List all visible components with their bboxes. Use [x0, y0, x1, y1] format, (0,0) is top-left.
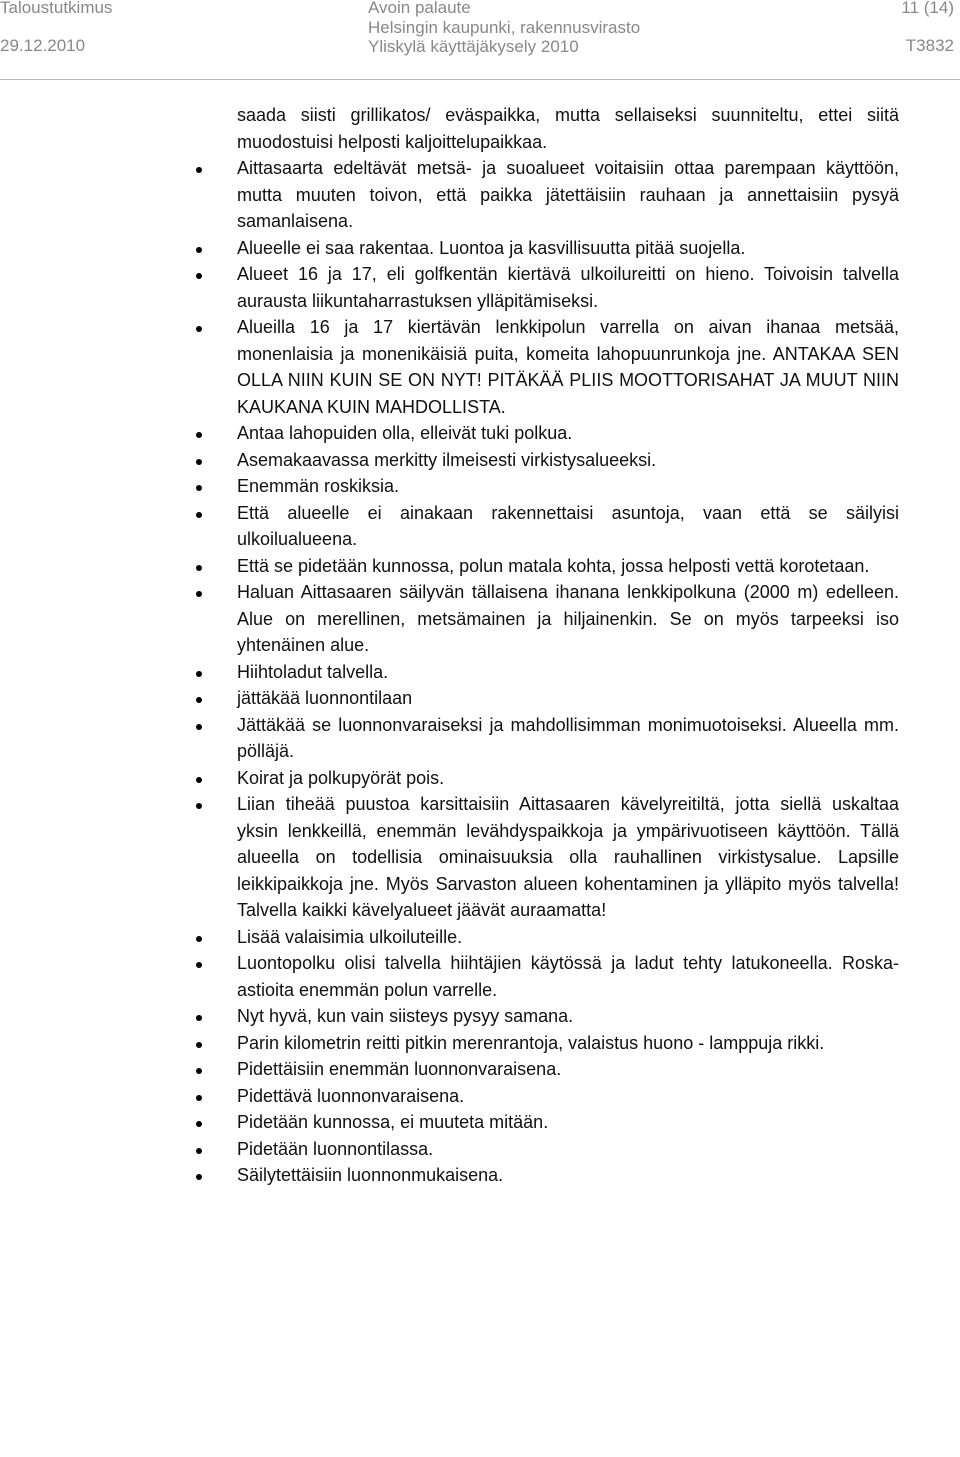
bullet-icon — [196, 591, 202, 597]
list-item-text: Asemakaavassa merkitty ilmeisesti virkistysalueeksi. — [237, 449, 657, 470]
bullet-icon — [196, 1174, 202, 1180]
list-item — [237, 553, 899, 580]
list-item-text: Alueet 16 ja 17, eli golfkentän kiertävä ulkoilureitti on hieno. Toivoisin talvella aurausta liikuntaharrastuksen ylläpitämiseksi. — [237, 264, 899, 311]
survey-name: Yliskylä käyttäjäkysely 2010 — [368, 37, 579, 56]
list-item — [237, 950, 899, 1003]
bullet-icon — [196, 936, 202, 942]
list-item — [237, 765, 899, 792]
list-item-text: Aittasaarta edeltävät metsä- ja suoalueet voitaisiin ottaa parempaan käyttöön, mutta muuten toivon, että paikka jätettäisiin rauhaan ja annettaisiin pysyä samanlaisena. — [237, 158, 899, 231]
bullet-icon — [196, 803, 202, 809]
bullet-icon — [196, 1042, 202, 1048]
list-item — [237, 1003, 899, 1030]
list-item — [237, 712, 899, 765]
section-title: Avoin palaute — [368, 0, 471, 17]
list-item — [237, 155, 899, 235]
list-item — [237, 261, 899, 314]
list-item — [237, 1083, 899, 1110]
bullet-icon — [196, 565, 202, 571]
list-item-text: Hiihtoladut talvella. — [237, 661, 389, 682]
list-item-text: Lisää valaisimia ulkoiluteille. — [237, 926, 463, 947]
list-item-text: Nyt hyvä, kun vain siisteys pysyy samana. — [237, 1006, 574, 1026]
list-item-text: Antaa lahopuiden olla, elleivät tuki polkua. — [237, 423, 573, 443]
list-item-text: Luontopolku olisi talvella hiihtäjien käytössä ja ladut tehty latukoneella. Roska-astioita enemmän polun varrelle. — [237, 953, 899, 1000]
list-item-text: Pidettäisiin enemmän luonnonvaraisena. — [237, 1059, 562, 1079]
list-item-text: Enemmän roskiksia. — [237, 476, 400, 496]
company-name: Taloustutkimus — [0, 0, 113, 17]
list-item-text: Pidetään kunnossa, ei muuteta mitään. — [237, 1112, 549, 1132]
list-item — [237, 235, 899, 262]
answer-list — [237, 155, 899, 1189]
bullet-icon — [196, 671, 202, 677]
list-item — [237, 685, 899, 712]
list-item — [237, 500, 899, 553]
list-item — [237, 447, 899, 474]
bullet-icon — [196, 1095, 202, 1101]
list-item-text: Koirat ja polkupyörät pois. — [237, 767, 445, 788]
page-number: 11 (14) — [901, 0, 954, 17]
header-divider — [0, 79, 960, 80]
list-item-text: Alueilla 16 ja 17 kiertävän lenkkipolun varrella on aivan ihanaa metsää, monenlaisia ja monenikäisiä puita, komeita lahopuunrunkoja jne. ANTAKAA SEN OLLA NIIN KUIN SE ON NYT! PITÄKÄÄ PLIIS MOOTTORISAHAT JA MUUT NIIN KAUKANA KUIN MAHDOLLISTA. — [237, 317, 899, 417]
list-item — [237, 473, 899, 500]
bullet-icon — [196, 326, 202, 332]
list-item-text: Että alueelle ei ainakaan rakennettaisi asuntoja, vaan että se säilyisi ulkoilualueena. — [237, 502, 899, 549]
list-item — [237, 420, 899, 447]
list-item — [237, 1030, 899, 1057]
list-item — [237, 924, 899, 951]
list-item-text: Haluan Aittasaaren säilyvän tällaisena ihanana lenkkipolkuna (2000 m) edelleen. Alue on merellinen, metsämainen ja hiljainenkin. Se on myös tarpeeksi iso yhtenäinen alue. — [237, 582, 899, 655]
project-code: T3832 — [905, 36, 954, 55]
list-item-text: Alueelle ei saa rakentaa. Luontoa ja kasvillisuutta pitää suojella. — [237, 237, 746, 258]
bullet-icon — [196, 1015, 202, 1021]
list-item — [237, 1109, 899, 1136]
list-item — [237, 659, 899, 686]
list-item-text: Säilytettäisiin luonnonmukaisena. — [237, 1165, 504, 1185]
bullet-icon — [196, 485, 202, 491]
client-name: Helsingin kaupunki, rakennusvirasto — [368, 17, 641, 37]
list-item-text: Parin kilometrin reitti pitkin merenrantoja, valaistus huono - lamppuja rikki. — [237, 1032, 825, 1053]
list-item — [237, 1162, 899, 1189]
list-item-text: Liian tiheää puustoa karsittaisiin Aittasaaren kävelyreitiltä, jotta siellä uskaltaa yksin lenkkeillä, enemmän levähdyspaikkoja ja ympärivuotiseen käyttöön. Tällä alueella on todellisia ominaisuuksia olla rauhallinen virkistysalue. Lapsille leikkipaikkoja jne. Myös Sarvaston alueen kohentaminen ja ylläpito myös talvella! Talvella kaikki kävelyalueet jäävät auraamatta! — [237, 794, 899, 920]
list-item — [237, 1136, 899, 1163]
bullet-icon — [196, 432, 202, 438]
bullet-icon — [196, 697, 202, 703]
bullet-icon — [196, 459, 202, 465]
list-item-text: Pidetään luonnontilassa. — [237, 1138, 434, 1159]
bullet-icon — [196, 962, 202, 968]
list-item-text: Jättäkää se luonnonvaraiseksi ja mahdollisimman monimuotoiseksi. Alueella mm. pölläjä. — [237, 714, 899, 761]
bullet-icon — [196, 724, 202, 730]
bullet-icon — [196, 1148, 202, 1154]
feedback-content — [237, 102, 899, 1189]
list-item — [237, 314, 899, 420]
bullet-icon — [196, 1121, 202, 1127]
report-date: 29.12.2010 — [0, 36, 86, 55]
bullet-icon — [196, 512, 202, 518]
header-center — [368, 0, 640, 57]
continued-answer: saada siisti grillikatos/ eväspaikka, mutta sellaiseksi suunniteltu, ettei siitä muodostuisi helposti kaljoittelupaikkaa. — [237, 105, 899, 152]
list-item-text: Että se pidetään kunnossa, polun matala kohta, jossa helposti vettä korotetaan. — [237, 555, 870, 576]
page-header — [0, 0, 960, 80]
list-item-text: jättäkää luonnontilaan — [237, 688, 413, 708]
bullet-icon — [196, 273, 202, 279]
list-item — [237, 579, 899, 659]
list-item-text: Pidettävä luonnonvaraisena. — [237, 1085, 465, 1106]
bullet-icon — [196, 247, 202, 253]
list-item — [237, 1056, 899, 1083]
list-item — [237, 791, 899, 924]
bullet-icon — [196, 777, 202, 783]
bullet-icon — [196, 1068, 202, 1074]
bullet-icon — [196, 167, 202, 173]
